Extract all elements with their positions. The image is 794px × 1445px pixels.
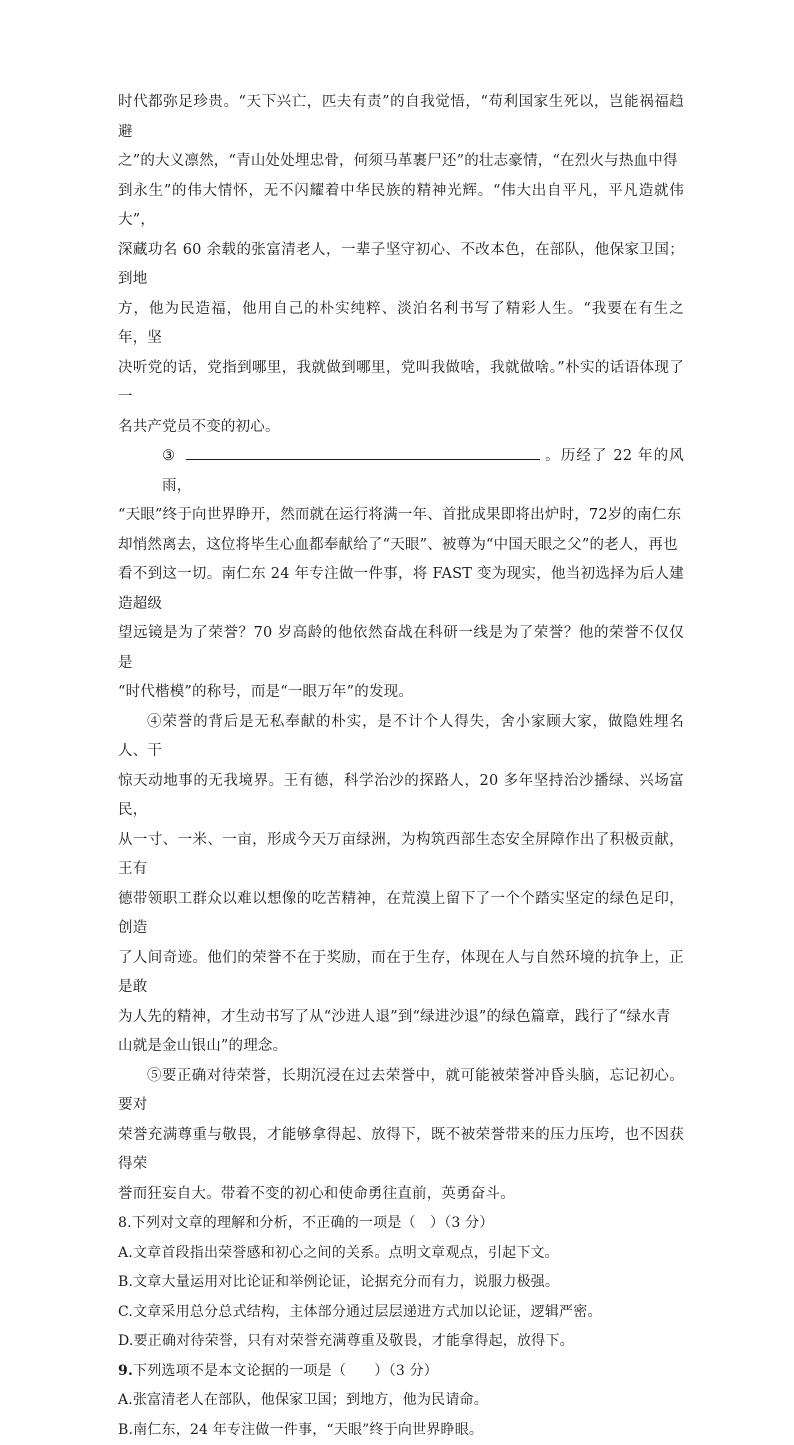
- text-line: 荣誉充满尊重与敬畏，才能够拿得起、放得下，既不被荣誉带来的压力压垮，也不因获得荣: [118, 1121, 684, 1180]
- text-line: ⑤要正确对待荣誉，长期沉浸在过去荣誉中，就可能被荣誉冲昏头脑，忘记初心。要对: [118, 1062, 684, 1121]
- option-b[interactable]: B.文章大量运用对比论证和举例论证，论据充分而有力，说服力极强。: [118, 1268, 684, 1298]
- question-number: 9.: [118, 1363, 133, 1379]
- document-page: [118, 88, 684, 1445]
- text-line: “天眼”终于向世界睁开，然而就在运行将满一年、首批成果即将出炉时，72岁的南仁东: [118, 501, 684, 531]
- option-c[interactable]: C.文章采用总分总式结构，主体部分通过层层递进方式加以论证，逻辑严密。: [118, 1298, 684, 1328]
- paragraph-3-first-line: [118, 442, 684, 501]
- text-line: ④荣誉的背后是无私奉献的朴实，是不计个人得失，舍小家顾大家，做隐姓埋名人、干: [118, 708, 684, 767]
- question-stem: 8.下列对文章的理解和分析，不正确的一项是（ ）（3 分）: [118, 1209, 684, 1239]
- text-line: 从一寸、一米、一亩，形成今天万亩绿洲，为构筑西部生态安全屏障作出了积极贡献，王有: [118, 826, 684, 885]
- paragraph-marker: ③: [162, 448, 176, 464]
- text-line: 名共产党员不变的初心。: [118, 413, 684, 443]
- fill-in-blank[interactable]: [186, 443, 540, 460]
- text-line: 到永生”的伟大情怀，无不闪耀着中华民族的精神光辉。“伟大出自平凡，平凡造就伟大”，: [118, 177, 684, 236]
- text-line: 了人间奇迹。他们的荣誉不在于奖励，而在于生存，体现在人与自然环境的抗争上，正是敢: [118, 944, 684, 1003]
- text-line: 德带领职工群众以难以想像的吃苦精神，在荒漠上留下了一个个踏实坚定的绿色足印，创造: [118, 885, 684, 944]
- question-stem: [118, 1357, 684, 1387]
- text-line: 方，他为民造福，他用自己的朴实纯粹、淡泊名利书写了精彩人生。“我要在有生之年，坚: [118, 295, 684, 354]
- text-line: 誉而狂妄自大。带着不变的初心和使命勇往直前，英勇奋斗。: [118, 1180, 684, 1210]
- text-line: 却悄然离去，这位将毕生心血都奉献给了“天眼”、被尊为“中国天眼之父”的老人，再也: [118, 531, 684, 561]
- option-a[interactable]: A.张富清老人在部队，他保家卫国；到地方，他为民请命。: [118, 1386, 684, 1416]
- text-line: 山就是金山银山”的理念。: [118, 1032, 684, 1062]
- text-line: 决听党的话，党指到哪里，我就做到哪里，党叫我做啥，我就做啥。”朴实的话语体现了一: [118, 354, 684, 413]
- paragraph-3: [118, 442, 684, 708]
- question-9: [118, 1357, 684, 1445]
- paragraph-5: [118, 1062, 684, 1210]
- question-8: [118, 1209, 684, 1357]
- question-stem-text: 下列选项不是本文论据的一项是（ ）（3 分）: [133, 1363, 438, 1379]
- text-line: “时代楷模”的称号，而是“一眼万年”的发现。: [118, 678, 684, 708]
- paragraph-4: [118, 708, 684, 1062]
- text-line: 望远镜是为了荣誉？70 岁高龄的他依然奋战在科研一线是为了荣誉？他的荣誉不仅仅是: [118, 619, 684, 678]
- option-d[interactable]: D.要正确对待荣誉，只有对荣誉充满尊重及敬畏，才能拿得起，放得下。: [118, 1327, 684, 1357]
- paragraph-2: [118, 88, 684, 442]
- text-line: 为人先的精神，才生动书写了从“沙进人退”到“绿进沙退”的绿色篇章，践行了“绿水青: [118, 1003, 684, 1033]
- text-line: 惊天动地事的无我境界。王有德，科学治沙的探路人，20 多年坚持治沙播绿、兴场富民，: [118, 767, 684, 826]
- option-a[interactable]: A.文章首段指出荣誉感和初心之间的关系。点明文章观点，引起下文。: [118, 1239, 684, 1269]
- option-b[interactable]: B.南仁东，24 年专注做一件事，“天眼”终于向世界睁眼。: [118, 1416, 684, 1445]
- text-after-blank: 。历经了 22 年的风雨，: [162, 448, 684, 494]
- text-line: 时代都弥足珍贵。“天下兴亡，匹夫有责”的自我觉悟，“苟利国家生死以，岂能祸福趋避: [118, 88, 684, 147]
- text-line: 看不到这一切。南仁东 24 年专注做一件事，将 FAST 变为现实，他当初选择为后人建造超级: [118, 560, 684, 619]
- text-line: 之”的大义凛然，“青山处处埋忠骨，何须马革裹尸还”的壮志豪情，“在烈火与热血中得: [118, 147, 684, 177]
- text-line: 深藏功名 60 余载的张富清老人，一辈子坚守初心、不改本色，在部队，他保家卫国；到地: [118, 236, 684, 295]
